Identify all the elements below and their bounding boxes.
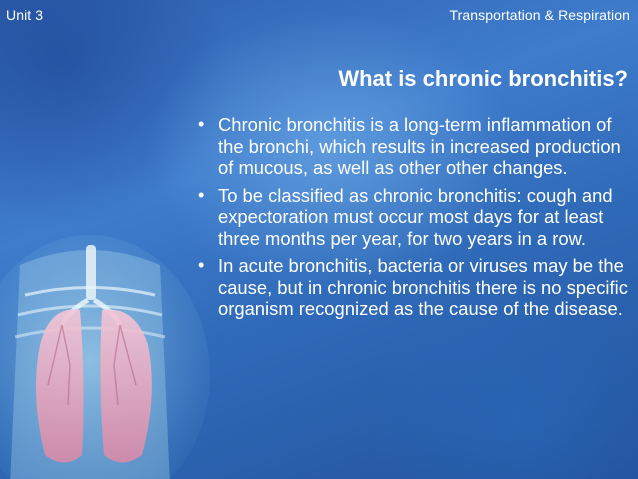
bullet-list bbox=[196, 114, 628, 326]
bullet-item bbox=[196, 114, 628, 179]
topic-label: Transportation & Respiration bbox=[449, 7, 630, 23]
slide-title: What is chronic bronchitis? bbox=[338, 66, 628, 91]
bullet-dot-icon: • bbox=[198, 255, 205, 275]
bullet-text: In acute bronchitis, bacteria or viruses may be the cause, but in chronic bronchitis there is no specific organism recognized as the cause of the disease. bbox=[218, 255, 628, 319]
bullet-item bbox=[196, 255, 628, 320]
bullet-dot-icon: • bbox=[198, 184, 205, 205]
bullet-text: Chronic bronchitis is a long-term inflammation of the bronchi, which results in increased production of mucous, as well as other other changes. bbox=[218, 114, 621, 178]
bullet-text: To be classified as chronic bronchitis: cough and expectoration must occur most days for at least three months per year, for two years in a row. bbox=[218, 184, 613, 249]
unit-label: Unit 3 bbox=[6, 7, 44, 23]
bullet-dot-icon: • bbox=[198, 114, 205, 134]
bullet-item bbox=[196, 185, 628, 250]
lungs-illustration bbox=[0, 225, 210, 479]
